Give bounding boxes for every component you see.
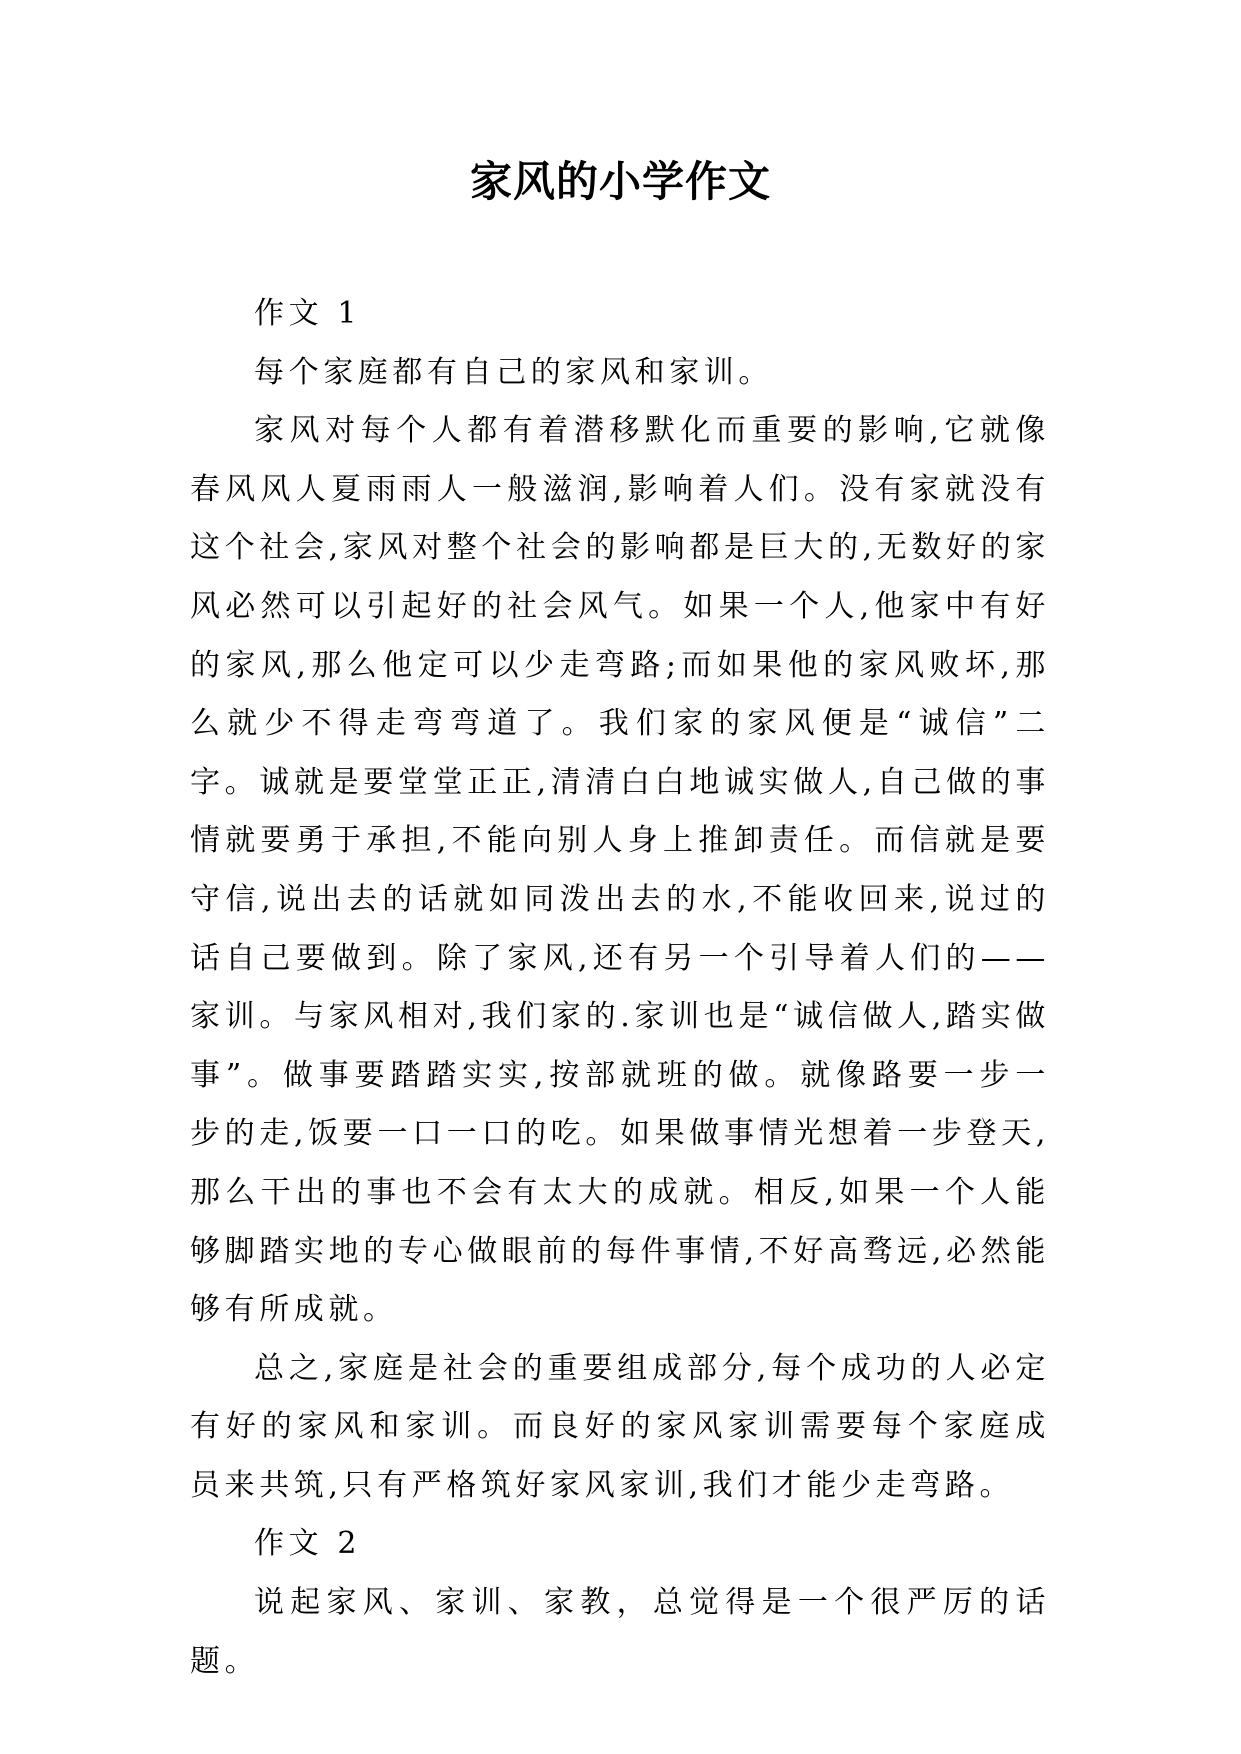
essay-1-paragraph: 家风对每个人都有着潜移默化而重要的影响,它就像春风风人夏雨雨人一般滋润,影响着人们。没有家就没有这个社会,家风对整个社会的影响都是巨大的,无数好的家风必然可以引起好的社会风气。如果一个人,他家中有好的家风,那么他定可以少走弯路;而如果他的家风败坏,那么就少不得走弯弯道了。我们家的家风便是“诚信”二字。诚就是要堂堂正正,清清白白地诚实做人,自己做的事情就要勇于承担,不能向别人身上推卸责任。而信就是要守信,说出去的话就如同泼出去的水,不能收回来,说过的话自己要做到。除了家风,还有另一个引导着人们的——家训。与家风相对,我们家的.家训也是“诚信做人,踏实做事”。做事要踏踏实实,按部就班的做。就像路要一步一步的走,饭要一口一口的吃。如果做事情光想着一步登天,那么干出的事也不会有太大的成就。相反,如果一个人能够脚踏实地的专心做眼前的每件事情,不好高骛远,必然能够有所成就。 <box>190 413 1050 1328</box>
essay-1-paragraph: 总之,家庭是社会的重要组成部分,每个成功的人必定有好的家风和家训。而良好的家风家训需要每个家庭成员来共筑,只有严格筑好家风家训,我们才能少走弯路。 <box>190 1350 1050 1503</box>
essay-1-heading: 作文 1 <box>254 296 362 331</box>
essay-2-paragraph: 说起家风、家训、家教，总觉得是一个很严厉的话题。 <box>190 1585 1050 1679</box>
document-title: 家风的小学作文 <box>469 157 771 206</box>
document-body <box>190 285 1050 1691</box>
essay-2-heading: 作文 2 <box>254 1526 362 1562</box>
essay-1-paragraph: 每个家庭都有自己的家风和家训。 <box>254 354 773 390</box>
